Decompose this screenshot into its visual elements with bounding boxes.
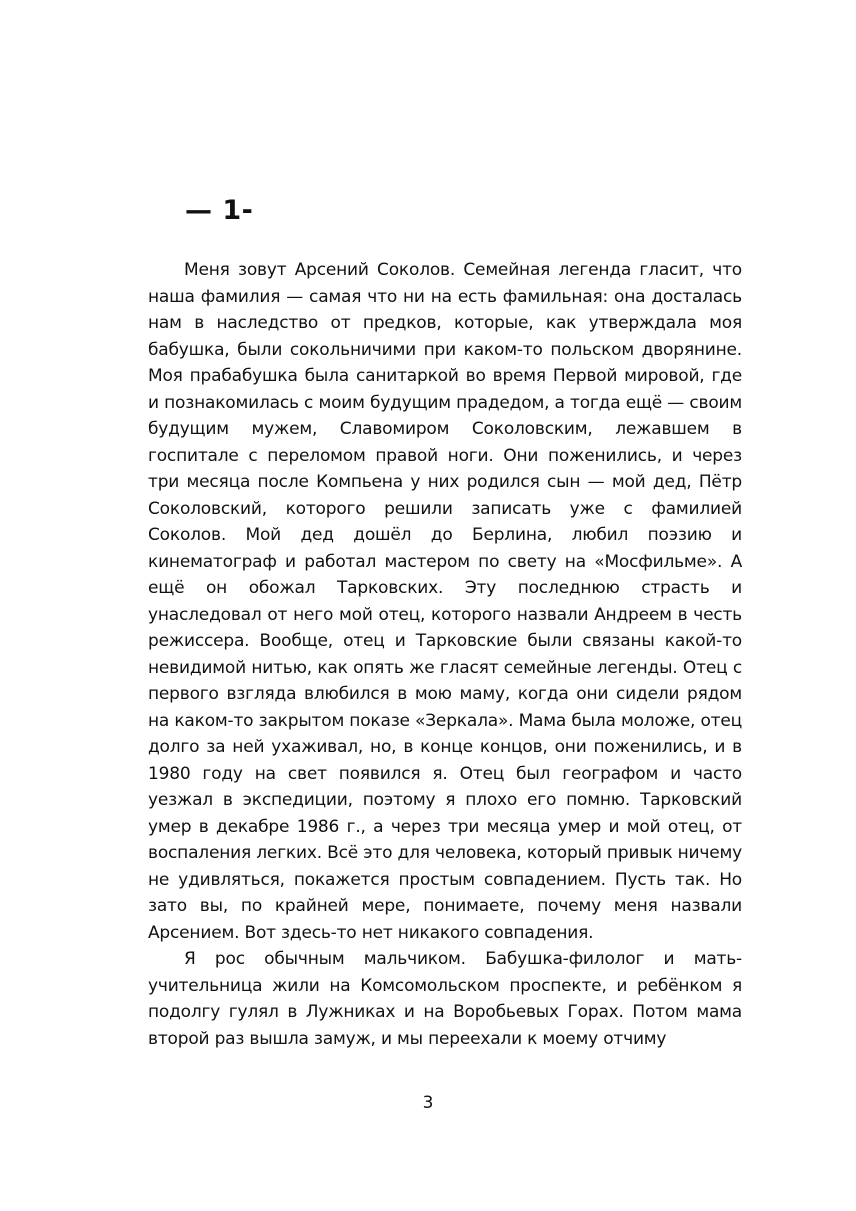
chapter-body <box>148 257 742 1052</box>
paragraph-1: Меня зовут Арсений Соколов. Семейная легенда гласит, что наша фамилия — самая что ни на есть фамильная: она досталась нам в наследство от предков, которые, как утверждала моя бабушка, были сокольничими при каком-то польском дворянине. Моя прабабушка была санитаркой во время Первой мировой, где и познакомилась с моим будущим прадедом, а тогда ещё — своим будущим мужем, Славомиром Соколовским, лежавшем в госпитале с переломом правой ноги. Они поженились, и через три месяца после Компьена у них родился сын — мой дед, Пётр Соколовский, которого решили записать уже с фамилией Соколов. Мой дед дошёл до Берлина, любил поэзию и кинематограф и работал мастером по свету на «Мосфильме». А ещё он обожал Тарковских. Эту последнюю страсть и унаследовал от него мой отец, которого назвали Андреем в честь режиссера. Вообще, отец и Тарковские были связаны какой-то невидимой нитью, как опять же гласят семейные легенды. Отец с первого взгляда влюбился в мою маму, когда они сидели рядом на каком-то закрытом показе «Зеркала». Мама была моложе, отец долго за ней ухаживал, но, в конце концов, они поженились, и в 1980 году на свет появился я. Отец был географом и часто уезжал в экспедиции, поэтому я плохо его помню. Тарковский умер в декабре 1986 г., а через три месяца умер и мой отец, от воспаления легких. Всё это для человека, который привык ничему не удивляться, покажется простым совпадением. Пусть так. Но зато вы, по крайней мере, понимаете, почему меня назвали Арсением. Вот здесь-то нет никакого совпадения. <box>148 260 742 943</box>
chapter-heading: — 1- <box>185 195 254 226</box>
page-number: 3 <box>422 1093 434 1113</box>
paragraph-2: Я рос обычным мальчиком. Бабушка-филолог и мать-учительница жили на Комсомольском проспекте, и ребёнком я подолгу гулял в Лужниках и на Воробьевых Горах. Потом мама второй раз вышла замуж, и мы переехали к моему отчиму <box>148 949 742 1049</box>
